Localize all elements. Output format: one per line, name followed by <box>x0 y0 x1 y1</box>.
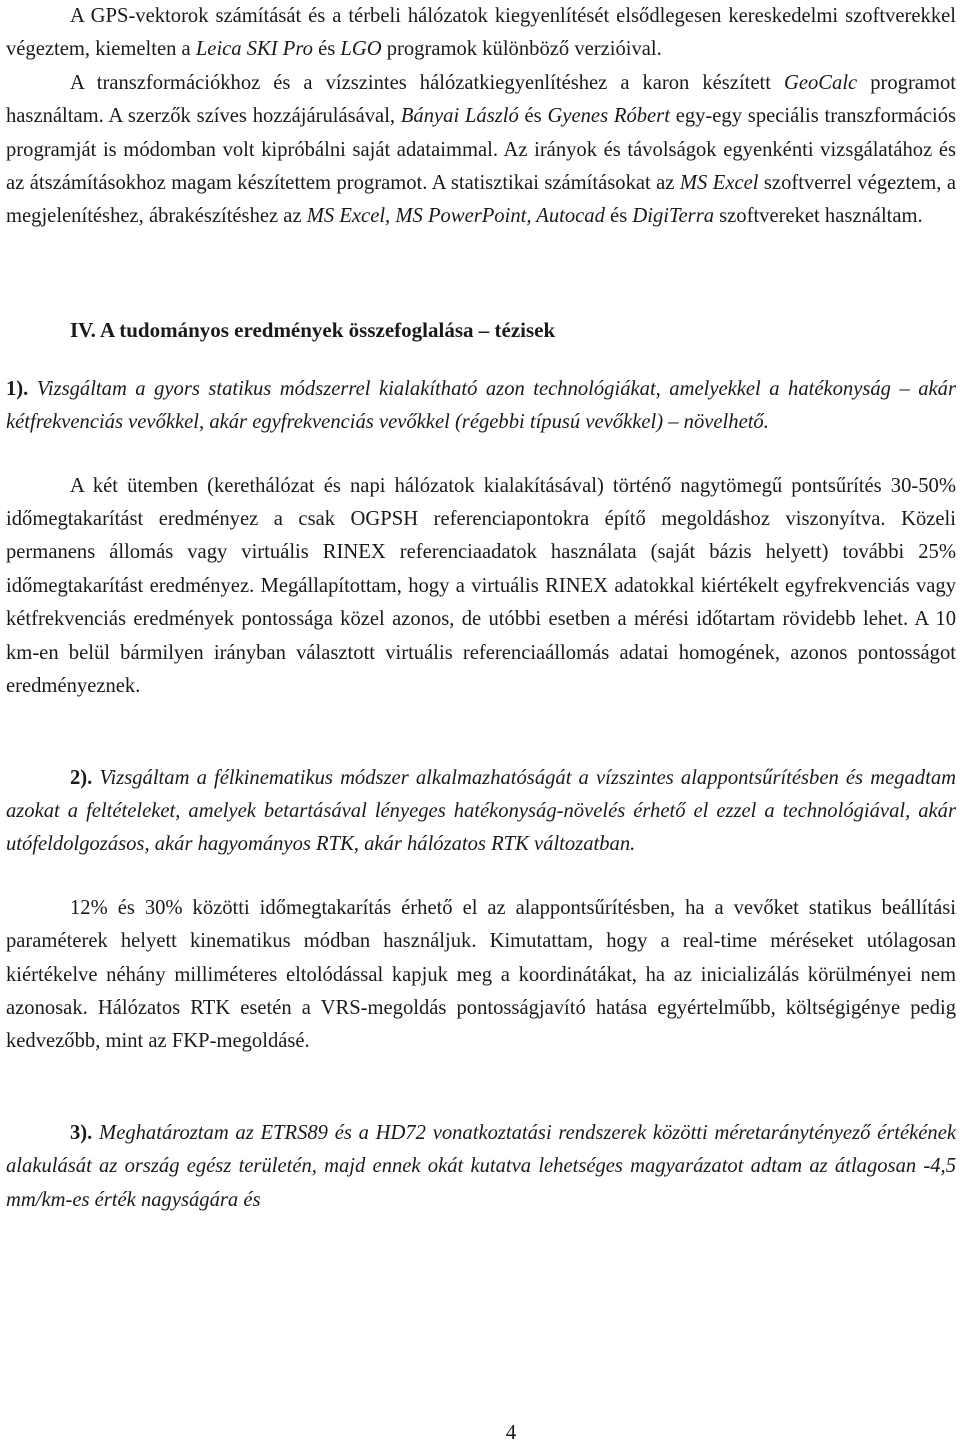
italic-run: MS Excel <box>679 172 759 195</box>
thesis-3-statement <box>6 1117 956 1217</box>
text-run: A GPS-vektorok számítását és a térbeli hálózatok kiegyenlítését elsődlegesen kereskedelmi szoftverekkel végeztem, kiemelten a <box>6 5 956 61</box>
text-run: és <box>518 105 548 128</box>
thesis-1-text: Vizsgáltam a gyors statikus módszerrel kialakítható azon technológiákat, amelyekkel a hatékonyság – akár kétfrekvenciás vevőkkel, akár egyfrekvenciás vevőkkel (régebbi típusú vevőkkel) – növelhető. <box>6 377 956 434</box>
text-run: szoftvereket használtam. <box>714 205 923 228</box>
paragraph-software-gps <box>6 0 956 67</box>
text-run: egy-egy speciális transzformációs programját is módomban volt kipróbálni saját adataimmal. Az irányok és távolságok egyenkénti vizsgálatához és az átszámításokhoz magam készítettem programot. A statisztikai számításokat az <box>6 105 957 195</box>
italic-run: DigiTerra <box>632 205 714 228</box>
document-page <box>6 0 956 1217</box>
italic-run: GeoCalc <box>783 71 858 94</box>
thesis-3-number: 3). <box>70 1121 93 1144</box>
section-heading: IV. A tudományos eredmények összefoglalása – tézisek <box>70 317 556 342</box>
italic-run: Gyenes Róbert <box>547 105 670 128</box>
thesis-1-body: A két ütemben (kerethálózat és napi hálózatok kialakításával) történő nagytömegű pontsűrítés 30-50% időmegtakarítást eredményez a csak OGPSH referenciapontokra építő megoldáshoz viszonyítva. Közeli permanens állomás vagy virtuális RINEX referenciaadatok használata (saját bázis helyett) további 25% időmegtakarítást eredményez. Megállapítottam, hogy a virtuális RINEX adatokkal kiértékelt egyfrekvenciás vagy kétfrekvenciás eredmények pontossága közel azonos, de utóbbi esetben a mérési időtartam rövidebb lehet. A 10 km-en belül bármilyen irányban választott virtuális referenciaállomás adatai homogének, azonos pontosságot eredményeznek. <box>6 474 956 698</box>
italic-run: Bányai László <box>400 105 519 128</box>
thesis-1-statement <box>6 373 956 440</box>
thesis-2-statement <box>6 762 956 862</box>
text-run: A transzformációkhoz és a vízszintes hálózatkiegyenlítéshez a karon készített <box>70 71 784 94</box>
thesis-3-text: Meghatároztam az ETRS89 és a HD72 vonatkoztatási rendszerek közötti méretaránytényező értékének alakulását az ország egész területén, majd ennek okát kutatva lehetséges magyarázatot adtam az átlagosan -4,5 mm/km-es érték nagyságára és <box>6 1121 956 1211</box>
italic-run: MS Excel, MS PowerPoint, Autocad <box>306 205 605 228</box>
italic-run: LGO <box>340 38 382 61</box>
thesis-2-number: 2). <box>70 766 93 789</box>
paragraph-software-transform <box>6 67 956 234</box>
thesis-1-number: 1). <box>6 377 29 400</box>
thesis-2-body: 12% és 30% közötti időmegtakarítás érhető el az alappontsűrítésben, ha a vevőket statikus beállítási paraméterek helyett kinematikus módban használjuk. Kimutattam, hogy a real-time méréseket utólagosan kiértékelve néhány milliméteres eltolódással kapjuk meg a koordinátákat, ha az inicializálás körülményei nem azonosak. Hálózatos RTK esetén a VRS-megoldás pontosságjavító hatása egyértelműbb, költségigénye pedig kedvezőbb, mint az FKP-megoldásé. <box>6 896 956 1053</box>
thesis-2-text: Vizsgáltam a félkinematikus módszer alkalmazhatóságát a vízszintes alappontsűrítésben és megadtam azokat a feltételeket, amelyek betartásával lényeges hatékonyság-növelés érhető el ezzel a technológiával, akár utófeldolgozásos, akár hagyományos RTK, akár hálózatos RTK változatban. <box>6 766 956 856</box>
italic-run: Leica SKI Pro <box>195 38 313 61</box>
text-run: és <box>604 205 633 228</box>
text-run: programot használtam. A szerzők szíves hozzájárulásával, <box>6 71 956 128</box>
page-number: 4 <box>505 1420 517 1444</box>
text-run: programok különböző verzióival. <box>381 38 662 61</box>
text-run: és <box>312 38 341 61</box>
text-run: szoftverrel végeztem, a megjelenítéshez, ábrakészítéshez az <box>6 172 956 228</box>
